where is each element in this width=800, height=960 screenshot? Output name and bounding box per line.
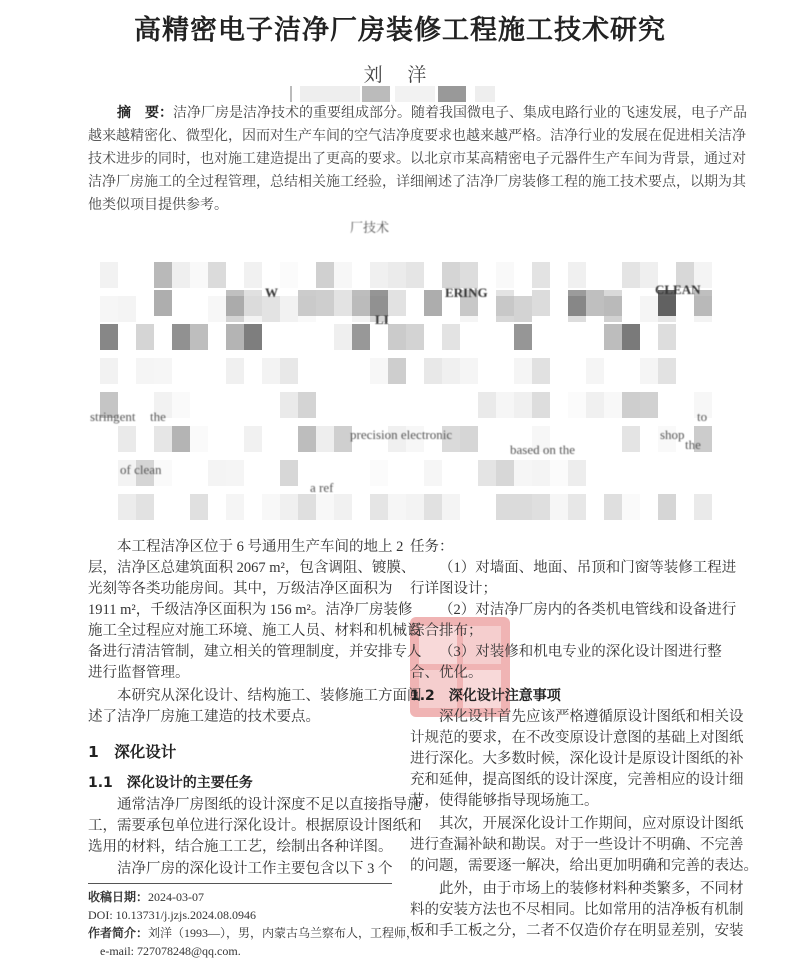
received-value: 2024-03-07 bbox=[148, 890, 205, 904]
body-text-line: （2）对洁净厂房内的各类机电管线和设备进行 bbox=[439, 602, 737, 618]
mosaic-block bbox=[514, 296, 532, 322]
obscured-text-fragment: 厂技术 bbox=[350, 220, 390, 235]
body-text-line: 本研究从深化设计、结构施工、装修施工方面阐 bbox=[117, 688, 422, 704]
footnote-divider bbox=[88, 883, 392, 884]
obscured-text-fragment: the bbox=[150, 409, 166, 424]
body-text-line: 施工全过程应对施工环境、施工人员、材料和机械设 bbox=[88, 623, 422, 639]
mosaic-block bbox=[388, 262, 406, 288]
mosaic-block bbox=[640, 392, 658, 418]
mosaic-block bbox=[316, 262, 334, 288]
mosaic-block bbox=[514, 392, 532, 418]
mosaic-block bbox=[496, 460, 514, 486]
mosaic-block bbox=[100, 296, 118, 322]
mosaic-block bbox=[226, 460, 244, 486]
mosaic-block bbox=[370, 494, 388, 520]
body-text-line: 其次，开展深化设计工作期间，应对原设计图纸 bbox=[439, 816, 744, 832]
abstract-line: 洁净厂房施工的全过程管理，总结相关施工经验，详细阐述了洁净厂房装修工程的施工技术要点，以期为其 bbox=[88, 175, 746, 190]
author-email: e-mail: 727078248@qq.com. bbox=[100, 944, 241, 958]
mosaic-block bbox=[352, 290, 370, 316]
mosaic-block bbox=[514, 324, 532, 350]
mosaic-block bbox=[100, 262, 118, 288]
mosaic-block bbox=[514, 358, 532, 384]
mosaic-block bbox=[190, 426, 208, 452]
mosaic-block bbox=[370, 460, 388, 486]
mosaic-block bbox=[226, 494, 244, 520]
body-text-line: 洁净厂房的深化设计工作主要包含以下 3 个 bbox=[117, 861, 393, 877]
mosaic-block bbox=[532, 392, 550, 418]
body-text-line: 进行深化。大多数时候，深化设计是原设计图纸的补 bbox=[410, 751, 744, 767]
paper-title: 高精密电子洁净厂房装修工程施工技术研究 bbox=[134, 15, 666, 46]
mosaic-block bbox=[622, 392, 640, 418]
mosaic-block bbox=[244, 290, 262, 316]
mosaic-block bbox=[208, 460, 226, 486]
body-text-line: 板和手工板之分，二者不仅造价存在明显差别，安装 bbox=[410, 923, 744, 939]
doi: DOI: 10.13731/j.jzjs.2024.08.0946 bbox=[88, 908, 256, 922]
mosaic-block bbox=[118, 426, 136, 452]
obscured-text-fragment: of clean bbox=[120, 462, 162, 477]
mosaic-block bbox=[694, 494, 712, 520]
mosaic-block bbox=[172, 392, 190, 418]
mosaic-block bbox=[388, 290, 406, 316]
mosaic-block bbox=[586, 290, 604, 316]
mosaic-block bbox=[208, 296, 226, 322]
received-date bbox=[88, 888, 204, 906]
mosaic-block bbox=[154, 358, 172, 384]
mosaic-block bbox=[226, 358, 244, 384]
body-text-line: 1911 m²，千级洁净区面积为 156 m²。洁净厂房装修 bbox=[88, 602, 413, 618]
mosaic-block bbox=[640, 296, 658, 322]
mosaic-block bbox=[622, 426, 640, 452]
mosaic-block bbox=[244, 324, 262, 350]
body-text-line: 层，洁净区总建筑面积 2067 m²，包含调阻、镀膜、 bbox=[88, 560, 416, 576]
mosaic-block bbox=[658, 324, 676, 350]
section-heading: 1 深化设计 bbox=[88, 743, 177, 761]
bio-label: 作者简介： bbox=[88, 926, 149, 940]
body-text-line: 工，需要承包单位进行深化设计。根据原设计图纸和 bbox=[88, 818, 422, 834]
body-text-line: 合、优化。 bbox=[410, 665, 483, 681]
mosaic-block bbox=[424, 494, 442, 520]
body-text-line: （3）对装修和机电专业的深化设计图进行整 bbox=[439, 644, 722, 660]
body-text-line: 进行查漏补缺和勘误。对于一些设计不明确、不完善 bbox=[410, 837, 744, 853]
mosaic-block bbox=[172, 324, 190, 350]
mosaic-block bbox=[478, 392, 496, 418]
mosaic-block bbox=[244, 426, 262, 452]
mosaic-block bbox=[496, 392, 514, 418]
mosaic-block bbox=[190, 262, 208, 288]
subsection-heading: 1.1 深化设计的主要任务 bbox=[88, 775, 253, 791]
subsection-heading: 1.2 深化设计注意事项 bbox=[410, 688, 561, 704]
mosaic-block bbox=[568, 262, 586, 288]
mosaic-block bbox=[334, 290, 352, 316]
mosaic-block bbox=[280, 358, 298, 384]
mosaic-block bbox=[658, 494, 676, 520]
mosaic-block bbox=[262, 494, 280, 520]
body-text-line: （1）对墙面、地面、吊顶和门窗等装修工程进 bbox=[439, 560, 737, 576]
mosaic-block bbox=[316, 290, 334, 316]
mosaic-block bbox=[550, 460, 568, 486]
mosaic-block bbox=[136, 324, 154, 350]
mosaic-block bbox=[334, 262, 352, 288]
mosaic-block bbox=[514, 460, 532, 486]
mosaic-block bbox=[478, 460, 496, 486]
mosaic-block bbox=[496, 290, 514, 316]
body-text-line: 光刻等各类功能房间。其中，万级洁净区面积为 bbox=[88, 581, 393, 597]
mosaic-block bbox=[424, 290, 442, 316]
mosaic-block bbox=[100, 324, 118, 350]
mosaic-block bbox=[154, 290, 172, 316]
mosaic-block bbox=[496, 494, 514, 520]
mosaic-block bbox=[622, 494, 640, 520]
mosaic-block bbox=[586, 392, 604, 418]
mosaic-block bbox=[658, 358, 676, 384]
author-name: 刘 洋 bbox=[363, 65, 437, 86]
mosaic-block bbox=[280, 460, 298, 486]
mosaic-block bbox=[172, 262, 190, 288]
abstract-line: 他类似项目提供参考。 bbox=[88, 198, 228, 213]
mosaic-block bbox=[154, 426, 172, 452]
mosaic-block bbox=[460, 358, 478, 384]
mosaic-block bbox=[100, 358, 118, 384]
obscured-text-fragment: shop bbox=[660, 427, 685, 442]
mosaic-block bbox=[316, 494, 334, 520]
body-text-line: 计规范的要求，在不改变原设计意图的基础上对图纸 bbox=[410, 730, 744, 746]
obscured-text-fragment: to bbox=[697, 409, 708, 424]
obscured-text-fragment: CLEAN bbox=[655, 282, 701, 297]
mosaic-block bbox=[208, 262, 226, 288]
mosaic-block bbox=[586, 358, 604, 384]
mosaic-block bbox=[568, 392, 586, 418]
author-bio bbox=[88, 924, 418, 942]
mosaic-block bbox=[388, 358, 406, 384]
obscured-text-fragment: based on the bbox=[510, 442, 575, 457]
body-text-line: 的问题，需要逐一解决，给出更加明确和完善的表达。 bbox=[410, 858, 758, 874]
mosaic-block bbox=[532, 460, 550, 486]
mosaic-block bbox=[604, 324, 622, 350]
mosaic-block bbox=[298, 494, 316, 520]
mosaic-block bbox=[334, 324, 352, 350]
body-text-line: 备进行清洁管制，建立相关的管理制度，并安排专人 bbox=[88, 644, 422, 660]
mosaic-block bbox=[604, 494, 622, 520]
mosaic-block bbox=[532, 494, 550, 520]
body-text-line: 进行监督管理。 bbox=[88, 665, 190, 681]
mosaic-block bbox=[406, 262, 424, 288]
mosaic-block bbox=[604, 290, 622, 316]
mosaic-block bbox=[532, 290, 550, 316]
mosaic-block bbox=[352, 324, 370, 350]
mosaic-block bbox=[514, 494, 532, 520]
obscured-text-fragment: stringent bbox=[90, 409, 136, 424]
mosaic-block bbox=[406, 494, 424, 520]
bio-text: 刘洋（1993—），男，内蒙古乌兰察布人，工程师， bbox=[148, 926, 419, 940]
mosaic-block bbox=[280, 392, 298, 418]
body-text-line: 综合排布； bbox=[410, 623, 483, 639]
mosaic-block bbox=[406, 324, 424, 350]
mosaic-block bbox=[568, 494, 586, 520]
mosaic-block bbox=[226, 290, 244, 316]
body-text-line: 行详图设计； bbox=[410, 581, 497, 597]
mosaic-block bbox=[442, 358, 460, 384]
mosaic-block bbox=[370, 358, 388, 384]
mosaic-block bbox=[244, 262, 262, 288]
mosaic-block bbox=[370, 262, 388, 288]
body-text-line: 通常洁净厂房图纸的设计深度不足以直接指导施 bbox=[117, 797, 422, 813]
mosaic-block bbox=[334, 494, 352, 520]
mosaic-block bbox=[532, 262, 550, 288]
mosaic-block bbox=[298, 290, 316, 316]
mosaic-block bbox=[136, 494, 154, 520]
mosaic-block bbox=[442, 494, 460, 520]
mosaic-block bbox=[388, 324, 406, 350]
mosaic-block bbox=[316, 426, 334, 452]
mosaic-block bbox=[568, 460, 586, 486]
mosaic-block bbox=[280, 296, 298, 322]
abstract-line: 洁净厂房是洁净技术的重要组成部分。随着我国微电子、集成电路行业的飞速发展，电子产品 bbox=[173, 106, 747, 121]
mosaic-block bbox=[604, 392, 622, 418]
received-label: 收稿日期： bbox=[88, 890, 149, 904]
body-text-line: 充和延伸，提高图纸的设计深度，完善相应的设计细 bbox=[410, 772, 744, 788]
mosaic-block bbox=[280, 262, 298, 288]
abstract-line: 技术进步的同时，也对施工建造提出了更高的要求。以北京市某高精密电子元器件生产车间为背景，通过对 bbox=[88, 152, 746, 167]
mosaic-block bbox=[280, 494, 298, 520]
obscured-text-fragment: a ref bbox=[310, 480, 334, 495]
mosaic-block bbox=[460, 426, 478, 452]
mosaic-block bbox=[190, 324, 208, 350]
mosaic-block bbox=[118, 494, 136, 520]
mosaic-block bbox=[550, 494, 568, 520]
obscured-text-fragment: W bbox=[265, 285, 278, 300]
body-text-line: 选用的材料，结合施工工艺，绘制出各种详图。 bbox=[88, 839, 393, 855]
obscured-text-fragment: the bbox=[685, 437, 701, 452]
mosaic-block bbox=[136, 358, 154, 384]
mosaic-block bbox=[622, 324, 640, 350]
mosaic-block bbox=[424, 460, 442, 486]
mosaic-block bbox=[298, 426, 316, 452]
obscured-text-fragment: precision electronic bbox=[350, 427, 453, 442]
mosaic-block bbox=[568, 290, 586, 316]
mosaic-block bbox=[442, 324, 460, 350]
mosaic-block bbox=[172, 426, 190, 452]
affiliation-redacted bbox=[290, 86, 510, 104]
mosaic-block bbox=[118, 296, 136, 322]
english-abstract-obscured bbox=[90, 212, 710, 522]
mosaic-block bbox=[424, 358, 442, 384]
body-text-line: 任务： bbox=[410, 539, 454, 555]
mosaic-block bbox=[388, 494, 406, 520]
obscured-text-fragment: ERING bbox=[445, 285, 488, 300]
abstract-label: 摘 要： bbox=[117, 106, 173, 121]
mosaic-block bbox=[190, 494, 208, 520]
mosaic-block bbox=[262, 358, 280, 384]
mosaic-block bbox=[532, 358, 550, 384]
body-text-line: 料的安装方法也不尽相同。比如常用的洁净板有机制 bbox=[410, 902, 744, 918]
body-text-line: 节，使得能够指导现场施工。 bbox=[410, 793, 599, 809]
body-text-line: 述了洁净厂房施工建造的技术要点。 bbox=[88, 709, 320, 725]
mosaic-block bbox=[154, 262, 172, 288]
mosaic-block bbox=[298, 392, 316, 418]
body-text-line: 本工程洁净区位于 6 号通用生产车间的地上 2 bbox=[117, 539, 404, 555]
mosaic-block bbox=[640, 358, 658, 384]
body-text-line: 深化设计首先应该严格遵循原设计图纸和相关设 bbox=[439, 709, 744, 725]
mosaic-block bbox=[226, 324, 244, 350]
mosaic-block bbox=[622, 262, 640, 288]
abstract-line: 越来越精密化、微型化，因而对生产车间的空气洁净度要求也越来越严格。洁净行业的发展在促进相关洁净 bbox=[88, 129, 746, 144]
mosaic-block bbox=[496, 262, 514, 288]
body-text-line: 此外，由于市场上的装修材料种类繁多，不同材 bbox=[439, 881, 744, 897]
obscured-text-fragment: LI bbox=[375, 312, 389, 327]
